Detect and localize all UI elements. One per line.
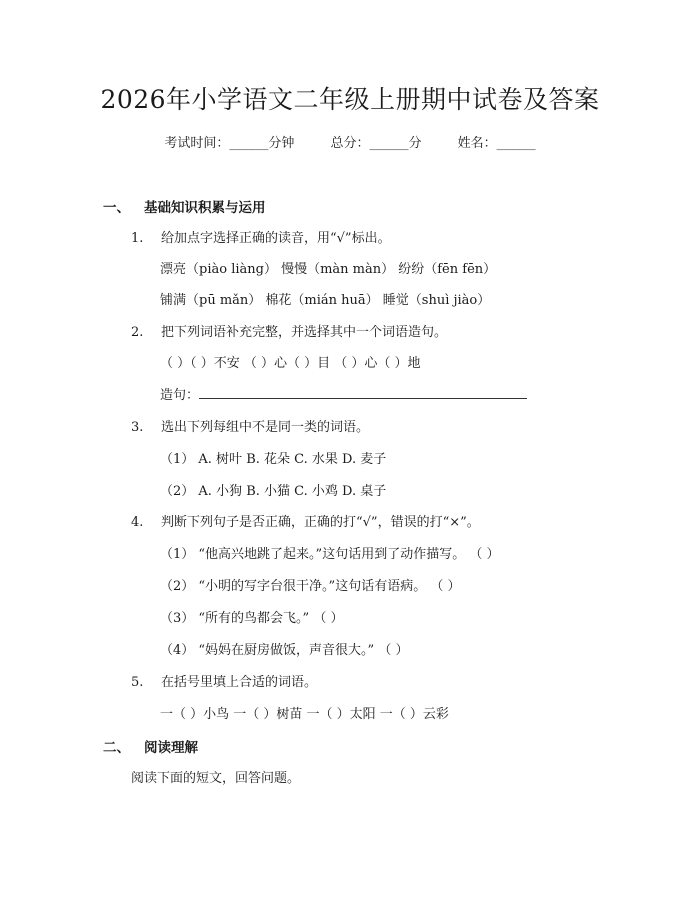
section-1-number: 一、 <box>103 200 130 216</box>
question-2-text: 把下列词语补充完整，并选择其中一个词语造句。 <box>161 325 448 340</box>
exam-info-row <box>0 132 700 151</box>
question-4 <box>131 511 480 530</box>
question-1-text: 给加点字选择正确的读音，用“√”标出。 <box>161 231 391 246</box>
student-name-field <box>458 132 536 151</box>
time-blank: ______ <box>229 136 269 151</box>
question-5 <box>131 671 317 690</box>
total-score-field <box>330 132 421 151</box>
question-4-text: 判断下列句子是否正确，正确的打“√”，错误的打“×”。 <box>161 515 480 530</box>
question-3 <box>131 416 369 435</box>
question-2-sentence <box>160 384 527 403</box>
question-4-item-1: （1） “他高兴地跳了起来。”这句话用到了动作描写。 （ ） <box>160 547 500 562</box>
question-1-line-2: 铺满（pū mǎn） 棉花（mián huā） 睡觉（shuì jiào） <box>160 293 491 308</box>
question-3-option-1: （1） A. 树叶 B. 花朵 C. 水果 D. 麦子 <box>160 452 387 467</box>
name-label: 姓名： <box>457 136 497 151</box>
question-4-number: 4. <box>131 515 144 530</box>
question-5-text: 在括号里填上合适的词语。 <box>161 675 318 690</box>
question-4-item-3: （3） “所有的鸟都会飞。” （ ） <box>160 611 344 626</box>
question-2-line-1: （ ）（ ）不安 （ ）心（ ）目 （ ）心（ ）地 <box>160 356 421 371</box>
section-1-title: 基础知识积累与运用 <box>144 200 266 216</box>
question-4-item-2: （2） “小明的写字台很干净。”这句话有语病。 （ ） <box>160 579 461 594</box>
score-blank: ______ <box>369 136 409 151</box>
section-2-title: 阅读理解 <box>144 740 198 756</box>
question-5-line-1: 一（ ）小鸟 一（ ）树苗 一（ ）太阳 一（ ）云彩 <box>160 707 449 722</box>
question-1-line-1: 漂亮（piào liàng） 慢慢（màn màn） 纷纷（fēn fēn） <box>160 262 497 277</box>
sentence-label: 造句： <box>160 388 200 403</box>
question-3-text: 选出下列每组中不是同一类的词语。 <box>161 420 370 435</box>
exam-time-field <box>164 132 294 151</box>
question-5-number: 5. <box>131 675 144 690</box>
name-blank: ______ <box>496 136 536 151</box>
question-3-option-2: （2） A. 小狗 B. 小猫 C. 小鸡 D. 桌子 <box>160 484 387 499</box>
section-2-intro: 阅读下面的短文，回答问题。 <box>131 771 301 786</box>
question-1 <box>131 227 391 246</box>
question-1-number: 1. <box>131 231 144 246</box>
section-2-number: 二、 <box>103 740 130 756</box>
score-label: 总分： <box>330 136 370 151</box>
section-1-heading <box>103 196 266 216</box>
question-4-item-4: （4） “妈妈在厨房做饭，声音很大。” （ ） <box>160 643 409 658</box>
time-label: 考试时间： <box>164 136 230 151</box>
section-2-heading <box>103 736 198 756</box>
question-2 <box>131 321 447 340</box>
question-3-number: 3. <box>131 420 144 435</box>
page-title: 2026年小学语文二年级上册期中试卷及答案 <box>100 85 600 114</box>
time-unit: 分钟 <box>268 136 295 151</box>
sentence-blank-line[interactable] <box>199 386 527 399</box>
question-2-number: 2. <box>131 325 144 340</box>
score-unit: 分 <box>408 136 422 151</box>
